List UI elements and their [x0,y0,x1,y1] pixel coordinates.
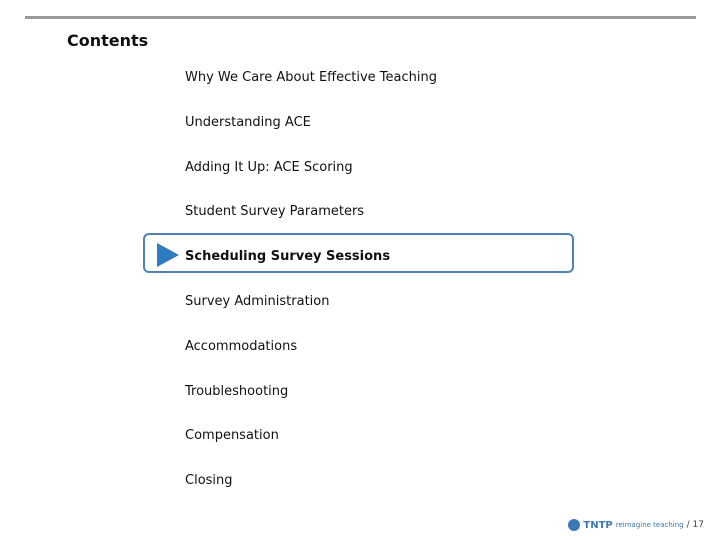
brand-name: TNTP [583,519,613,531]
page-number: / 17 [686,520,704,530]
footer [568,519,704,531]
toc-item: Compensation [185,428,279,444]
tntp-logo-icon [568,519,580,531]
toc-item: Closing [185,473,233,489]
toc-item: Student Survey Parameters [185,204,365,220]
page-title: Contents [67,31,149,50]
toc-item: Why We Care About Effective Teaching [185,70,437,85]
pointer-arrow-icon [157,243,179,267]
toc-item: Survey Administration [185,293,330,309]
toc-item: Accommodations [185,338,298,354]
toc-item: Troubleshooting [185,383,289,399]
table-of-contents [185,66,437,514]
toc-item-current: Scheduling Survey Sessions [185,249,391,265]
brand-tagline: reimagine teaching [615,521,684,529]
top-rule [25,16,696,19]
toc-item: Understanding ACE [185,114,311,130]
toc-item: Adding It Up: ACE Scoring [185,159,353,175]
